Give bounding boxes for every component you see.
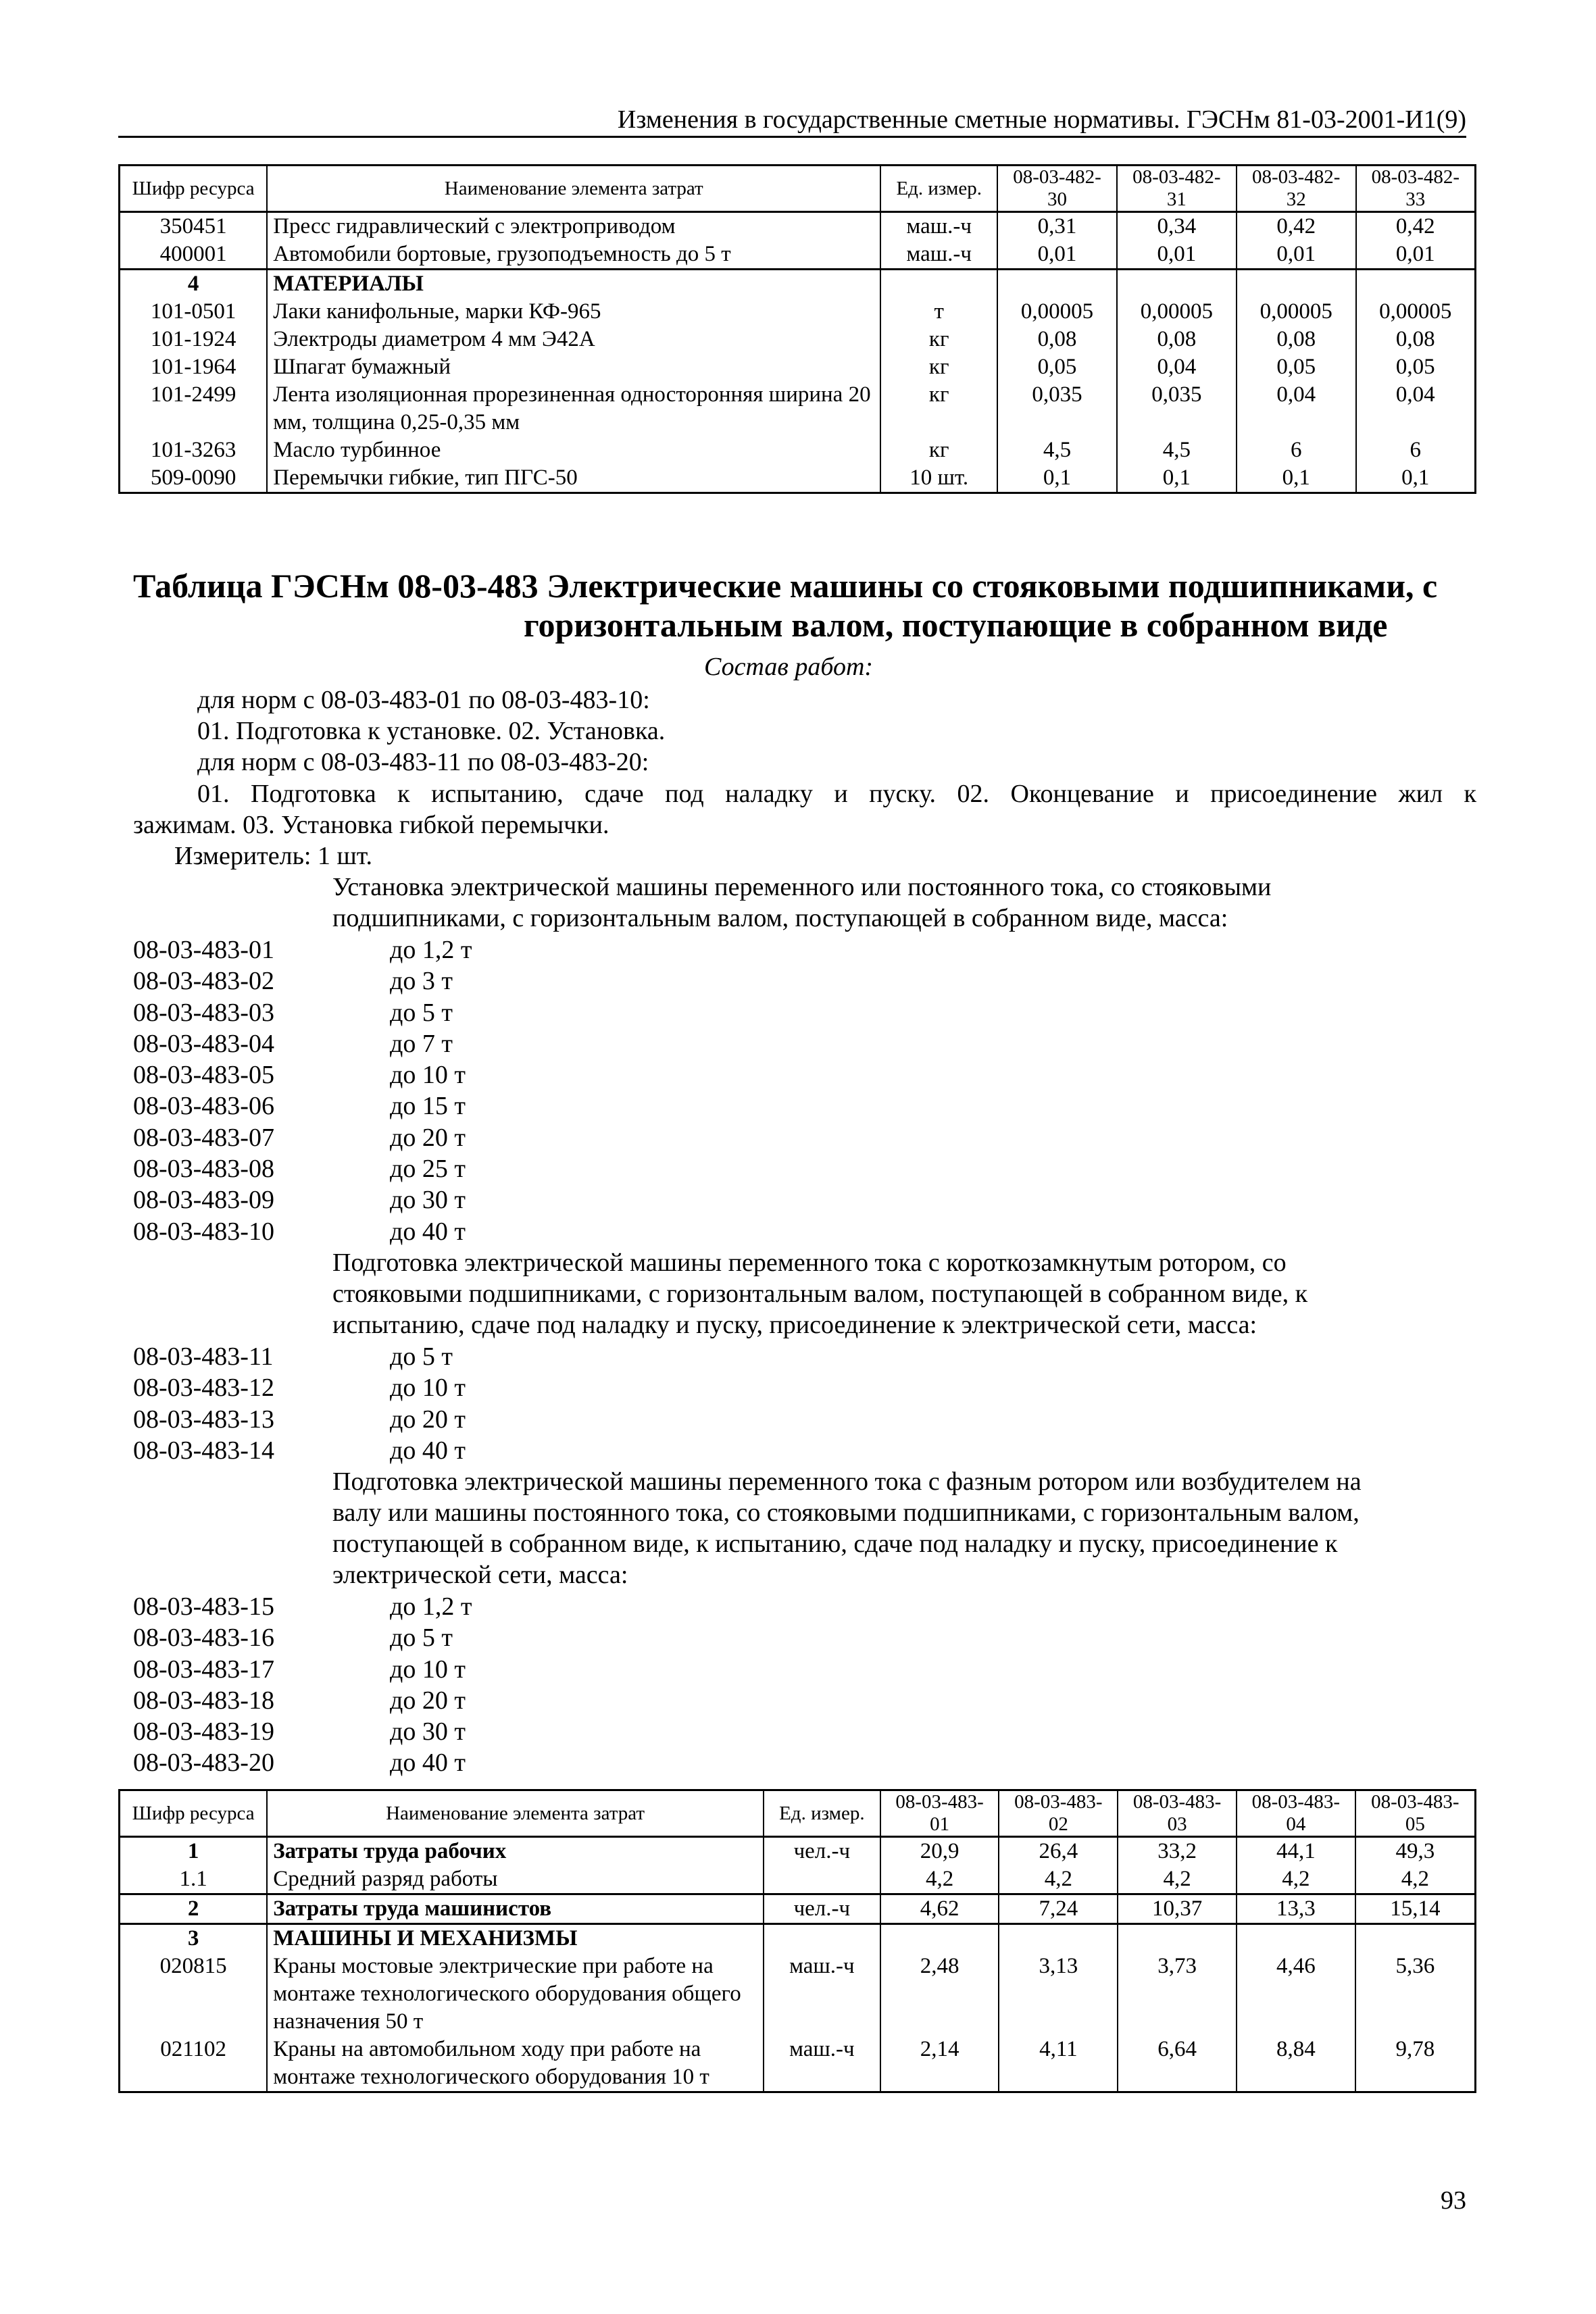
value-cell xyxy=(880,1924,999,1953)
composition-line: зажимам. 03. Установка гибкой перемычки. xyxy=(133,811,609,839)
table-row xyxy=(120,381,1476,436)
value-cell: 15,14 xyxy=(1355,1894,1476,1924)
group-description: поступающей в собранном виде, к испытанию, сдаче под наладку и пуску, присоединение к xyxy=(332,1530,1338,1558)
norm-code: 08-03-483-15 xyxy=(133,1592,274,1621)
resource-name-cell: МАШИНЫ И МЕХАНИЗМЫ xyxy=(267,1924,764,1953)
norm-code: 08-03-483-13 xyxy=(133,1405,274,1434)
norm-mass: до 20 т xyxy=(390,1405,466,1434)
norm-code: 08-03-483-05 xyxy=(133,1061,274,1090)
norm-code: 08-03-483-01 xyxy=(133,936,274,964)
value-cell: 33,2 xyxy=(1118,1837,1237,1866)
resource-code-cell: 101-2499 xyxy=(120,381,268,436)
col-header: 08-03-483-02 xyxy=(999,1790,1118,1837)
unit-cell xyxy=(764,1924,880,1953)
table-row xyxy=(120,298,1476,326)
norm-code: 08-03-483-09 xyxy=(133,1186,274,1215)
value-cell: 0,31 xyxy=(997,212,1117,241)
value-cell xyxy=(1237,1924,1355,1953)
value-cell: 8,84 xyxy=(1237,2036,1355,2092)
value-cell: 0,00005 xyxy=(1117,298,1237,326)
norm-item xyxy=(133,1622,472,1653)
value-cell: 0,05 xyxy=(997,353,1117,381)
resource-name-cell: Масло турбинное xyxy=(267,436,880,464)
resource-name-cell: Средний разряд работы xyxy=(267,1865,764,1894)
value-cell: 0,04 xyxy=(1356,381,1476,436)
norm-item xyxy=(133,934,472,965)
value-cell: 4,5 xyxy=(997,436,1117,464)
value-cell: 4,62 xyxy=(880,1894,999,1924)
value-cell xyxy=(1356,270,1476,299)
norm-code: 08-03-483-02 xyxy=(133,967,274,996)
norm-code: 08-03-483-04 xyxy=(133,1029,274,1058)
norm-mass: до 3 т xyxy=(390,967,453,996)
norm-mass: до 40 т xyxy=(390,1217,466,1246)
norm-mass: до 40 т xyxy=(390,1436,466,1465)
col-header: Ед. измер. xyxy=(880,166,997,212)
resource-code-cell: 1.1 xyxy=(120,1865,268,1894)
norm-mass: до 10 т xyxy=(390,1655,466,1684)
resource-code-cell: 350451 xyxy=(120,212,268,241)
value-cell: 49,3 xyxy=(1355,1837,1476,1866)
norm-mass: до 30 т xyxy=(390,1186,466,1215)
unit-cell xyxy=(880,270,997,299)
unit-cell: т xyxy=(880,298,997,326)
resource-code-cell: 020815 xyxy=(120,1953,268,2036)
header-rule xyxy=(118,136,1466,138)
norm-item xyxy=(133,1654,472,1685)
table-header-row xyxy=(120,1790,1476,1837)
resource-code-cell: 509-0090 xyxy=(120,464,268,493)
value-cell: 0,1 xyxy=(1356,464,1476,493)
value-cell: 4,2 xyxy=(1355,1865,1476,1894)
value-cell: 0,05 xyxy=(1356,353,1476,381)
unit-cell: кг xyxy=(880,436,997,464)
table-row xyxy=(120,353,1476,381)
value-cell: 0,05 xyxy=(1237,353,1356,381)
value-cell: 0,42 xyxy=(1237,212,1356,241)
norm-item xyxy=(133,1059,472,1090)
value-cell: 0,00005 xyxy=(997,298,1117,326)
col-header: Наименование элемента затрат xyxy=(267,166,880,212)
unit-cell: маш.-ч xyxy=(880,241,997,270)
value-cell: 0,00005 xyxy=(1356,298,1476,326)
page-number: 93 xyxy=(1441,2186,1466,2215)
value-cell: 6,64 xyxy=(1118,2036,1237,2092)
norm-code: 08-03-483-06 xyxy=(133,1092,274,1121)
group-description: Установка электрической машины переменного или постоянного тока, со стояковыми xyxy=(332,873,1272,901)
col-header: Наименование элемента затрат xyxy=(267,1790,764,1837)
norm-code: 08-03-483-10 xyxy=(133,1217,274,1246)
table-row xyxy=(120,464,1476,493)
value-cell: 0,1 xyxy=(1117,464,1237,493)
norm-item xyxy=(133,1404,466,1435)
resource-name-cell: Автомобили бортовые, грузоподъемность до 5 т xyxy=(267,241,880,270)
value-cell xyxy=(999,1924,1118,1953)
norm-item xyxy=(133,1184,472,1215)
value-cell: 4,2 xyxy=(1237,1865,1355,1894)
table-row xyxy=(120,2036,1476,2092)
norm-code: 08-03-483-08 xyxy=(133,1155,274,1184)
table-row xyxy=(120,1865,1476,1894)
resource-code-cell: 1 xyxy=(120,1837,268,1866)
value-cell: 0,035 xyxy=(997,381,1117,436)
unit-cell: маш.-ч xyxy=(764,1953,880,2036)
value-cell: 6 xyxy=(1237,436,1356,464)
resource-code-cell: 101-1964 xyxy=(120,353,268,381)
composition-line: для норм с 08-03-483-11 по 08-03-483-20: xyxy=(197,748,649,776)
unit-cell: чел.-ч xyxy=(764,1894,880,1924)
resource-table-482 xyxy=(118,164,1476,494)
norm-item xyxy=(133,1153,472,1184)
table-row xyxy=(120,1953,1476,2036)
col-header: 08-03-483-01 xyxy=(880,1790,999,1837)
value-cell: 0,1 xyxy=(1237,464,1356,493)
value-cell: 0,01 xyxy=(1356,241,1476,270)
col-header: 08-03-482-30 xyxy=(997,166,1117,212)
value-cell: 13,3 xyxy=(1237,1894,1355,1924)
norm-item xyxy=(133,1122,472,1153)
group-description: Подготовка электрической машины переменного тока с фазным ротором или возбудителем на xyxy=(332,1467,1362,1496)
value-cell: 3,73 xyxy=(1118,1953,1237,2036)
value-cell: 44,1 xyxy=(1237,1837,1355,1866)
norm-mass: до 25 т xyxy=(390,1155,466,1184)
value-cell: 4,2 xyxy=(1118,1865,1237,1894)
norm-item xyxy=(133,965,472,997)
norm-code: 08-03-483-07 xyxy=(133,1123,274,1152)
norm-mass: до 20 т xyxy=(390,1686,466,1715)
unit-cell: маш.-ч xyxy=(764,2036,880,2092)
resource-name-cell: МАТЕРИАЛЫ xyxy=(267,270,880,299)
resource-code-cell: 2 xyxy=(120,1894,268,1924)
norm-list xyxy=(133,1341,466,1466)
unit-cell xyxy=(764,1865,880,1894)
resource-code-cell: 3 xyxy=(120,1924,268,1953)
col-header: 08-03-482-31 xyxy=(1117,166,1237,212)
value-cell: 0,035 xyxy=(1117,381,1237,436)
table-row xyxy=(120,1894,1476,1924)
norm-item xyxy=(133,1747,472,1778)
value-cell: 4,46 xyxy=(1237,1953,1355,2036)
resource-name-cell: Краны на автомобильном ходу при работе на монтаже технологического оборудования 10 т xyxy=(267,2036,764,2092)
value-cell: 2,14 xyxy=(880,2036,999,2092)
norm-mass: до 40 т xyxy=(390,1749,466,1778)
value-cell: 20,9 xyxy=(880,1837,999,1866)
value-cell: 0,01 xyxy=(1237,241,1356,270)
value-cell: 0,04 xyxy=(1117,353,1237,381)
norm-code: 08-03-483-16 xyxy=(133,1624,274,1653)
value-cell: 2,48 xyxy=(880,1953,999,2036)
table-row xyxy=(120,436,1476,464)
resource-name-cell: Перемычки гибкие, тип ПГС-50 xyxy=(267,464,880,493)
col-header: 08-03-483-04 xyxy=(1237,1790,1355,1837)
unit-line: Измеритель: 1 шт. xyxy=(174,842,372,870)
resource-code-cell: 021102 xyxy=(120,2036,268,2092)
norm-mass: до 15 т xyxy=(390,1092,466,1121)
value-cell: 0,34 xyxy=(1117,212,1237,241)
table-row xyxy=(120,1837,1476,1866)
col-header: 08-03-483-05 xyxy=(1355,1790,1476,1837)
norm-item xyxy=(133,1591,472,1622)
composition-line: для норм с 08-03-483-01 по 08-03-483-10: xyxy=(197,686,650,714)
resource-code-cell: 101-0501 xyxy=(120,298,268,326)
table-row xyxy=(120,241,1476,270)
norm-item xyxy=(133,997,472,1028)
value-cell: 26,4 xyxy=(999,1837,1118,1866)
norm-item xyxy=(133,1090,472,1122)
composition-label: Состав работ: xyxy=(704,653,874,681)
norm-item xyxy=(133,1372,466,1403)
norm-mass: до 7 т xyxy=(390,1029,453,1058)
resource-name-cell: Краны мостовые электрические при работе на монтаже технологического оборудования общего назначения 50 т xyxy=(267,1953,764,2036)
col-header: Ед. измер. xyxy=(764,1790,880,1837)
resource-name-cell: Затраты труда машинистов xyxy=(267,1894,764,1924)
value-cell: 0,08 xyxy=(1117,326,1237,353)
value-cell xyxy=(997,270,1117,299)
norm-item xyxy=(133,1435,466,1466)
norm-list xyxy=(133,1591,472,1779)
value-cell: 0,1 xyxy=(997,464,1117,493)
group-description: Подготовка электрической машины переменного тока с короткозамкнутым ротором, со xyxy=(332,1249,1287,1277)
resource-code-cell: 101-1924 xyxy=(120,326,268,353)
resource-table-483 xyxy=(118,1789,1476,2093)
norm-code: 08-03-483-11 xyxy=(133,1342,274,1371)
unit-cell: маш.-ч xyxy=(880,212,997,241)
value-cell: 4,2 xyxy=(880,1865,999,1894)
table-title: Таблица ГЭСНм 08-03-483 Электрические машины со стояковыми подшипниками, с xyxy=(133,567,1438,605)
col-header: Шифр ресурса xyxy=(120,1790,268,1837)
value-cell: 3,13 xyxy=(999,1953,1118,2036)
col-header: 08-03-482-33 xyxy=(1356,166,1476,212)
value-cell xyxy=(1237,270,1356,299)
value-cell: 0,01 xyxy=(1117,241,1237,270)
norm-mass: до 30 т xyxy=(390,1717,466,1746)
composition-line: 01. Подготовка к испытанию, сдаче под наладку и пуску. 02. Оконцевание и присоединение жил к xyxy=(197,780,1476,808)
norm-mass: до 5 т xyxy=(390,1342,453,1371)
norm-item xyxy=(133,1716,472,1747)
value-cell: 0,01 xyxy=(997,241,1117,270)
resource-code-cell: 400001 xyxy=(120,241,268,270)
value-cell: 4,11 xyxy=(999,2036,1118,2092)
value-cell: 5,36 xyxy=(1355,1953,1476,2036)
norm-code: 08-03-483-20 xyxy=(133,1749,274,1778)
unit-cell: кг xyxy=(880,353,997,381)
table-header-row xyxy=(120,166,1476,212)
norm-mass: до 10 т xyxy=(390,1061,466,1090)
value-cell: 0,04 xyxy=(1237,381,1356,436)
group-description: подшипниками, с горизонтальным валом, поступающей в собранном виде, масса: xyxy=(332,904,1228,932)
value-cell: 6 xyxy=(1356,436,1476,464)
table-row xyxy=(120,270,1476,299)
table-row xyxy=(120,212,1476,241)
norm-mass: до 10 т xyxy=(390,1374,466,1403)
unit-cell: кг xyxy=(880,326,997,353)
resource-name-cell: Электроды диаметром 4 мм Э42А xyxy=(267,326,880,353)
value-cell xyxy=(1355,1924,1476,1953)
col-header: 08-03-483-03 xyxy=(1118,1790,1237,1837)
unit-cell: 10 шт. xyxy=(880,464,997,493)
norm-item xyxy=(133,1216,472,1247)
value-cell: 4,2 xyxy=(999,1865,1118,1894)
norm-code: 08-03-483-17 xyxy=(133,1655,274,1684)
group-description: стояковыми подшипниками, с горизонтальным валом, поступающей в собранном виде, к xyxy=(332,1280,1308,1308)
value-cell xyxy=(1118,1924,1237,1953)
value-cell: 0,00005 xyxy=(1237,298,1356,326)
col-header: 08-03-482-32 xyxy=(1237,166,1356,212)
group-description: валу или машины постоянного тока, со стояковыми подшипниками, с горизонтальным валом, xyxy=(332,1499,1360,1527)
norm-mass: до 1,2 т xyxy=(390,936,472,964)
running-header: Изменения в государственные сметные нормативы. ГЭСНм 81-03-2001-И1(9) xyxy=(617,105,1466,134)
value-cell: 4,5 xyxy=(1117,436,1237,464)
norm-mass: до 5 т xyxy=(390,1624,453,1653)
table-title-cont: горизонтальным валом, поступающие в собранном виде xyxy=(524,606,1388,644)
group-description: испытанию, сдаче под наладку и пуску, присоединение к электрической сети, масса: xyxy=(332,1311,1257,1339)
value-cell: 7,24 xyxy=(999,1894,1118,1924)
composition-line: 01. Подготовка к установке. 02. Установка. xyxy=(197,717,666,745)
norm-item xyxy=(133,1685,472,1716)
resource-name-cell: Лента изоляционная прорезиненная односторонняя ширина 20 мм, толщина 0,25-0,35 мм xyxy=(267,381,880,436)
norm-mass: до 20 т xyxy=(390,1123,466,1152)
norm-code: 08-03-483-12 xyxy=(133,1374,274,1403)
norm-code: 08-03-483-19 xyxy=(133,1717,274,1746)
value-cell: 0,08 xyxy=(1237,326,1356,353)
value-cell: 0,42 xyxy=(1356,212,1476,241)
value-cell: 10,37 xyxy=(1118,1894,1237,1924)
resource-name-cell: Пресс гидравлический с электроприводом xyxy=(267,212,880,241)
value-cell: 9,78 xyxy=(1355,2036,1476,2092)
norm-mass: до 5 т xyxy=(390,998,453,1027)
resource-code-cell: 101-3263 xyxy=(120,436,268,464)
norm-mass: до 1,2 т xyxy=(390,1592,472,1621)
value-cell: 0,08 xyxy=(997,326,1117,353)
norm-code: 08-03-483-03 xyxy=(133,998,274,1027)
unit-cell: чел.-ч xyxy=(764,1837,880,1866)
resource-name-cell: Лаки канифольные, марки КФ-965 xyxy=(267,298,880,326)
value-cell xyxy=(1117,270,1237,299)
table-row xyxy=(120,1924,1476,1953)
group-description: электрической сети, масса: xyxy=(332,1561,628,1589)
norm-item xyxy=(133,1341,466,1372)
resource-code-cell: 4 xyxy=(120,270,268,299)
norm-list xyxy=(133,934,472,1247)
norm-code: 08-03-483-18 xyxy=(133,1686,274,1715)
value-cell: 0,08 xyxy=(1356,326,1476,353)
norm-code: 08-03-483-14 xyxy=(133,1436,274,1465)
resource-name-cell: Затраты труда рабочих xyxy=(267,1837,764,1866)
col-header: Шифр ресурса xyxy=(120,166,268,212)
norm-item xyxy=(133,1028,472,1059)
table-row xyxy=(120,326,1476,353)
unit-cell: кг xyxy=(880,381,997,436)
resource-name-cell: Шпагат бумажный xyxy=(267,353,880,381)
